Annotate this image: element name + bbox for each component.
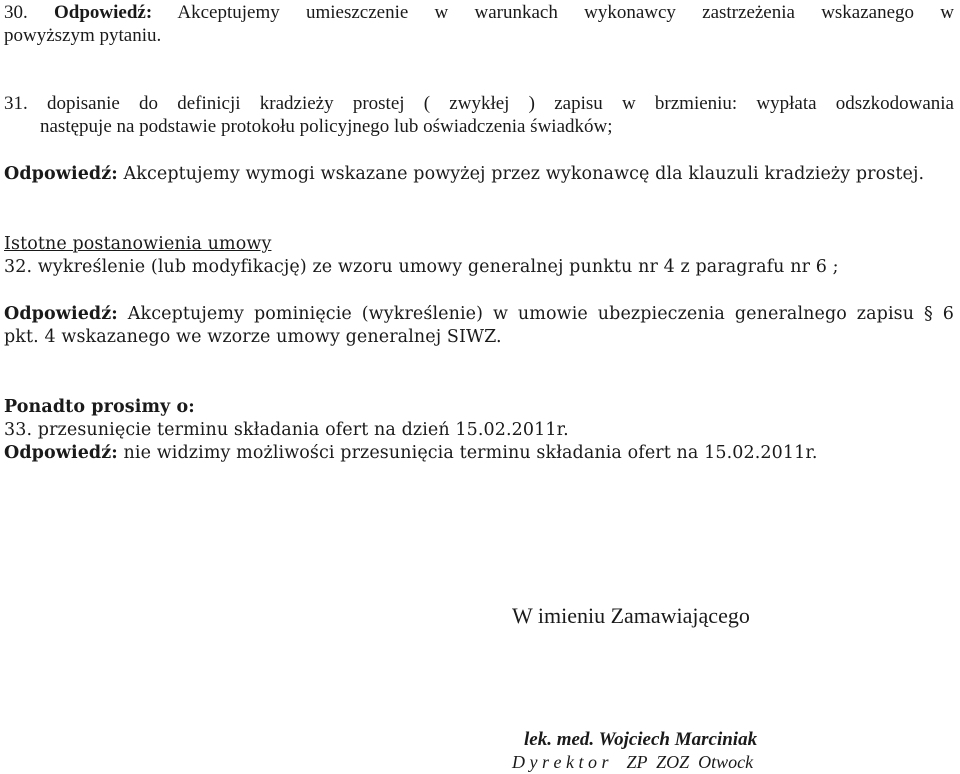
q31-question-text: dopisanie do definicji kradzieży prostej ( zwykłej ) zapisu w brzmieniu: wypłata odszkodowania [27, 93, 954, 114]
q33-question: 33. przesunięcie terminu składania ofert na dzień 15.02.2011r. [4, 420, 569, 440]
q33-answer [4, 441, 954, 465]
on-behalf-line: W imieniu Zamawiającego [512, 603, 750, 628]
signatory-name: lek. med. Wojciech Marciniak [524, 729, 758, 750]
q30-answer-label: Odpowiedź: [54, 2, 153, 23]
q33-answer-text: nie widzimy możliwości przesunięcia terminu składania ofert na 15.02.2011r. [117, 443, 818, 463]
q32-answer-label: Odpowiedź: [4, 304, 118, 324]
q31-answer-label: Odpowiedź: [4, 164, 118, 184]
q31-line-2: następuje na podstawie protokołu policyjnego lub oświadczenia świadków; [40, 116, 613, 137]
q32-answer-line-2: pkt. 4 wskazanego we wzorze umowy generalnej SIWZ. [4, 327, 502, 347]
q31-answer-text: Akceptujemy wymogi wskazane powyżej przez wykonawcę dla klauzuli kradzieży prostej. [117, 164, 925, 184]
q32-answer-text: Akceptujemy pominięcie (wykreślenie) w umowie ubezpieczenia generalnego zapisu § 6 [117, 304, 954, 324]
q31-line-1 [4, 92, 954, 116]
q33-answer-label: Odpowiedź: [4, 443, 118, 463]
signatory-title: D y r e k t o r ZP ZOZ Otwock [512, 752, 754, 772]
q31-answer [4, 162, 954, 186]
section-heading: Istotne postanowienia umowy [4, 234, 272, 254]
q32-answer-line-1 [4, 302, 954, 326]
q31-number: 31. [4, 93, 28, 114]
q30-line-2: powyższym pytaniu. [4, 25, 162, 46]
q30-answer-text: Akceptujemy umieszczenie w warunkach wykonawcy zastrzeżenia wskazanego w [152, 2, 954, 23]
q30-number: 30. [4, 2, 28, 23]
extra-heading: Ponadto prosimy o: [4, 397, 195, 417]
q30-line-1 [4, 1, 954, 25]
q32-question: 32. wykreślenie (lub modyfikację) ze wzoru umowy generalnej punktu nr 4 z paragrafu nr 6 ; [4, 257, 839, 277]
